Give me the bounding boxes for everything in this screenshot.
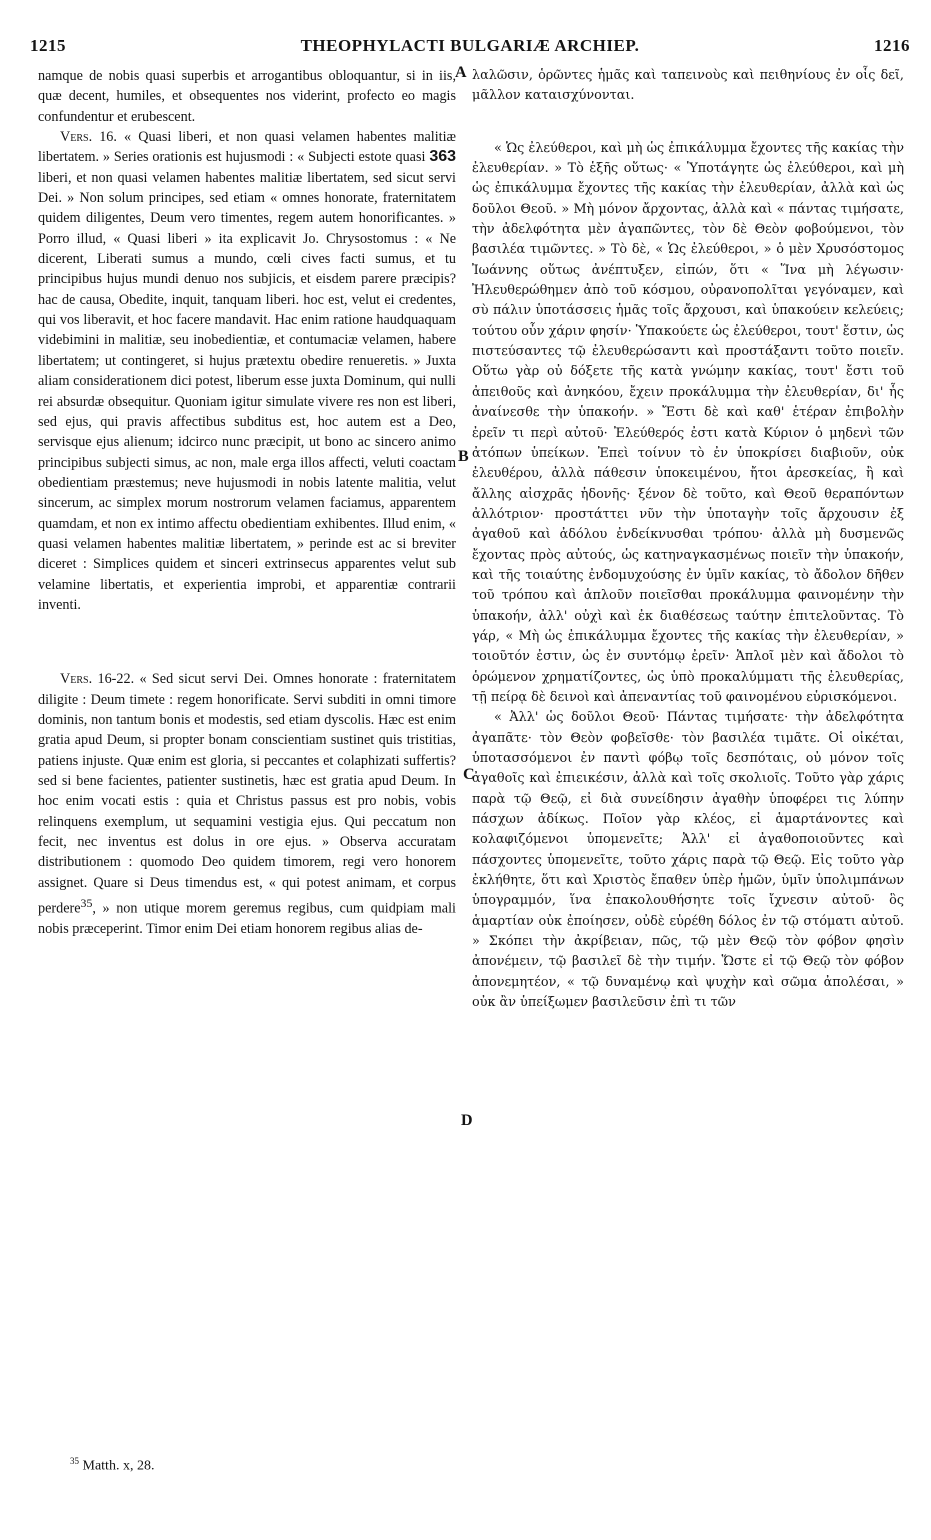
- margin-letter-b: B: [458, 448, 469, 465]
- margin-letter-c: C: [463, 766, 475, 783]
- page-header: [30, 36, 910, 64]
- greek-column: [472, 66, 904, 1013]
- footnote-text: Matth. x, 28.: [82, 1458, 155, 1474]
- latin-paragraph-2: [38, 127, 456, 615]
- running-title: THEOPHYLACTI BULGARIÆ ARCHIEP.: [300, 36, 640, 55]
- greek-paragraph-2: « Ὡς ἐλεύθεροι, καὶ μὴ ὡς ἐπικάλυμμα ἔχοντες τῆς κακίας τὴν ἐλευθερίαν. » Τὸ ἑξῆς οὕτως· « Ὑποτάγητε ὡς ἐλεύθεροι, καὶ μὴ ὡς ἐπικάλυμμα ἔχοντες τῆς κακίας τὴν ἐλευθερίαν, ἀλλὰ καὶ ὡς δοῦλοι Θεοῦ. » Μὴ μόνον ἄρχοντας, ἀλλὰ καὶ « πάντας τιμήσατε, τὴν ἀδελφότητα μὲν ἀγαπῶντες, τὸν δὲ Θεὸν φοβούμενοι, τὸν βασιλέα τιμῶντες. » Τὸ δὲ, « Ὡς ἐλεύθεροι, » ὁ μὲν Χρυσόστομος Ἰωάννης οὕτως ἀνέπτυξεν, εἰπών, ὅτι « Ἵνα μὴ λέγωσιν· Ἠλευθερώθημεν ἀπὸ τοῦ κόσμου, οὐρανοπολῖται γεγόναμεν, καὶ σὺ πάλιν ὑποτάσσεις ἡμᾶς τοῖς ἄρχουσι, καὶ ὑπακούειν κελεύεις; τούτου οὖν χάριν φησίν· Ὑπακούετε ὡς ἐλεύθεροι, τουτ' ἔστιν, ὡς πιστεύσαντες τῷ ἐλευθερώσαντι καὶ προστάξαντι τοῦτο ποιεῖν. Οὕτω γὰρ οὐ δόξετε τῆς κατὰ γνώμην κακίας, τουτ' ἔστι τοῦ ἀπειθοῦς καὶ ἀνηκόου, ἔχειν προκάλυμμα τὴν ἐλευθερίαν, δι' ἧς ἀναίνεσθε τὴν ὑπακοήν. » Ἔστι δὲ καὶ καθ' ἑτέραν ἐπιβολὴν ἐρεῖν τι περὶ αὐτοῦ· Ἐλεύθερός ἐστι κατὰ Κύριον ὁ μηδενὶ τῶν ἀτόπων ὑπείκων. Ἐπεὶ τοίνυν τὸ ἐν ὑποκρίσει διαβιοῦν, οὐκ ἐλευθέρου, ἀλλὰ πάθεσιν ὑποκειμένου, ἤτοι ἀρεσκείας, ἢ καὶ ἄλλης αἰσχρᾶς ἡδονῆς· ξένον δὲ τοῦτο, καὶ Θεοῦ θεραπόντων ἀλλότριον· προστάττει νῦν τὴν ὑποταγὴν τοῖς ἄρχουσιν ἐξ ἀγαθοῦ καὶ ἀδόλου ἐνδείκνυσθαι τρόπου· ἀλλὰ μὴ δυσμενῶς ἔχοντας πρὸς αὐτούς, ὡς κατηναγκασμένως ποιεῖν τὴν ὑπακοήν, καὶ τῆς τοιαύτης ἐνδομυχούσης ἐν ὑμῖν κακίας, τὸ ἄδολον δῆθεν τοῦ τρόπου καὶ ἁπλοῦν ποιεῖσθαι προκάλυμμα φαινομένην τὴν ὑπακοήν, ἀλλ' οὐχὶ καὶ ἐκ διαθέσεως ταύτην ἐπιτελοῦντας. Τὸ γάρ, « Μὴ ὡς ἐπικάλυμμα ἔχοντες τῆς κακίας τὴν ἐλευθερίαν, » τοιοῦτόν ἐστιν, ὡς ἐν συντόμῳ ἐρεῖν· Ἁπλοῖ μὲν καὶ ἄδολοι τὸ ὁρώμενον χρηματίζοντες, ὡς ὑπὸ προκαλύμματι τῆς ἐλευθερίας, τῇ πείρᾳ δὲ δεινοὶ καὶ ἀπεναντίας τοῦ φαινομένου εὑρισκόμενοι.: [472, 140, 904, 705]
- greek-paragraph-1: λαλῶσιν, ὁρῶντες ἡμᾶς καὶ ταπεινοὺς καὶ πειθηνίους ἐν οἷς δεῖ, μᾶλλον καταισχύνονται.: [472, 68, 904, 104]
- latin-column: [38, 66, 456, 939]
- latin-paragraph-3-part-a: « Sed sicut servi Dei. Omnes honorate : fraternitatem diligite : Deum timete : regem honorificate. Servi subditi in omni timore dominis, non tantum bonis et modestis, sed etiam dyscolis. Hæc est enim gratia apud Deum, si propter bonam conscientiam sustinet quis tristitias, patiens injuste. Quæ enim est gloria, si peccantes et colaphizati suffertis? sed si bene facientes, patienter sustinetis, hæc est gratia apud Deum. In hoc enim vocati estis : quia et Christus passus est pro nobis, vobis relinquens exemplum, ut sequamini vestigia ejus. Qui peccatum non fecit, nec inventus est dolus in ore ejus. » Observa accuratam distributionem : quomodo Deo quidem timorem, regi vero honorem assignet. Quare si Deus timendus est, « qui potest animam, et corpus perdere: [38, 671, 457, 917]
- latin-paragraph-1: namque de nobis quasi superbis et arrogantibus obloquantur, si in iis, quæ decent, humiles, et obsequentes nos viderint, profecto eo magis confundentur et erubescent.: [38, 68, 456, 125]
- column-marker-number: 363: [429, 148, 457, 166]
- page-number-left: 1215: [30, 36, 66, 55]
- footnote-reference: 35: [80, 896, 93, 911]
- latin-paragraph-2-part-a: « Quasi liberi, et non quasi velamen habentes malitiæ libertatem. » Series orationis est hujusmodi : « Subjecti estote quasi: [38, 129, 457, 166]
- margin-letter-d: D: [461, 1112, 473, 1129]
- verse-label-16-22: Vers. 16-22.: [60, 671, 135, 688]
- footnote-number: 35: [70, 1456, 79, 1466]
- latin-paragraph-3: [38, 669, 456, 939]
- page-number-right: 1216: [874, 36, 910, 55]
- latin-paragraph-3-part-b: , » non utique morem geremus regibus, cum quidpiam mali nobis præceperint. Timor enim Dei etiam honorem regibus alias de-: [38, 900, 456, 938]
- footnote: [70, 1456, 154, 1475]
- verse-label-16: Vers. 16.: [60, 129, 117, 146]
- latin-paragraph-2-part-b: liberi, et non quasi velamen habentes malitiæ libertatem, sed sicut servi Dei. » Non solum principes, sed etiam « omnes honorate, fraternitatem quidem diligentes, Deum vero timentes, regem autem honorificantes. » Porro illud, « Quasi liberi » ita explicavit Jo. Chrysostomus : « Ne dicerent, Liberati sumus a mundo, cœli cives facti sumus, et tu principibus hujus mundi denuo nos subjicis, et eisdem parere præcipis? hac de causa, Obedite, inquit, tanquam liberi. hoc est, velut ei credentes, qui vos liberavit, et hoc facere mandavit. Hac enim ratione haudquaquam videbimini in malitiæ, seu inobedientiæ, et contumaciæ velamen, habere libertatem; ut contingeret, si hujus prætextu obedire renueretis. » Juxta aliam considerationem dici potest, liberum esse juxta Dominum, qui nulli rei absurdæ obsequitur. Quoniam igitur simulate vivere res non est liberi, sed ejus, qui pravis affectibus subditus est, hoc autem est a Deo, servisque ejus alienum; idcirco nunc præcipit, ut bono ac sincero animo principibus subjecti simus, ac non, male erga illos affecti, veluti coactam obedientiam præstemus; neve hujusmodi in nobis latente malitia, velut sincerum, ac simplex morum nostrorum velamen faciamus, apparentem quamdam, et non ex intimo affectu obedientiam exhibentes. Illud enim, « quasi velamen habentes malitiæ libertatem, » perinde est ac si breviter diceret : Simplices quidem et sinceri extrinsecus apparentes velut sub velamine libertatis, et experientia improbi, et apparentiæ contrarii inventi.: [38, 169, 456, 613]
- margin-letter-a: A: [455, 64, 467, 81]
- greek-paragraph-3: « Ἀλλ' ὡς δοῦλοι Θεοῦ· Πάντας τιμήσατε· τὴν ἀδελφότητα ἀγαπᾶτε· τὸν Θεὸν φοβεῖσθε· τὸν βασιλέα τιμᾶτε. Οἱ οἰκέται, ὑποτασσόμενοι ἐν παντὶ φόβῳ τοῖς δεσπόταις, οὐ μόνον τοῖς ἀγαθοῖς καὶ ἐπιεικέσιν, ἀλλὰ καὶ τοῖς σκολιοῖς. Τοῦτο γὰρ χάρις παρὰ τῷ Θεῷ, εἰ διὰ συνείδησιν ἀγαθὴν ὑποφέρει τις λύπην πάσχων ἀδίκως. Ποῖον γὰρ κλέος, εἰ ἁμαρτάνοντες καὶ κολαφιζόμενοι ὑπομενεῖτε; Ἀλλ' εἰ ἀγαθοποιοῦντες καὶ πάσχοντες ὑπομενεῖτε, τοῦτο χάρις παρὰ τῷ Θεῷ. Εἰς τοῦτο γὰρ ἐκλήθητε, ὅτι καὶ Χριστὸς ἔπαθεν ὑπὲρ ἡμῶν, ὑμῖν ὑπολιμπάνων ὑπογραμμόν, ἵνα ἐπακολουθήσητε τοῖς ἴχνεσιν αὐτοῦ· ὃς ἁμαρτίαν οὐκ ἐποίησεν, οὐδὲ εὑρέθη δόλος ἐν τῷ στόματι αὐτοῦ. » Σκόπει τὴν ἀκρίβειαν, πῶς, τῷ μὲν Θεῷ τὸν φόβον φησὶν ἀπονέμειν, τῷ βασιλεῖ δὲ τὴν τιμήν. Ὥστε εἰ τῷ Θεῷ τὸν φόβον ἀπονεμητέον, « τῷ δυναμένῳ καὶ ψυχὴν καὶ σῶμα ἀπολέσαι, » οὐκ ἂν ὑπείξωμεν βασιλεῦσιν ἐπὶ τι τῶν: [472, 710, 904, 1011]
